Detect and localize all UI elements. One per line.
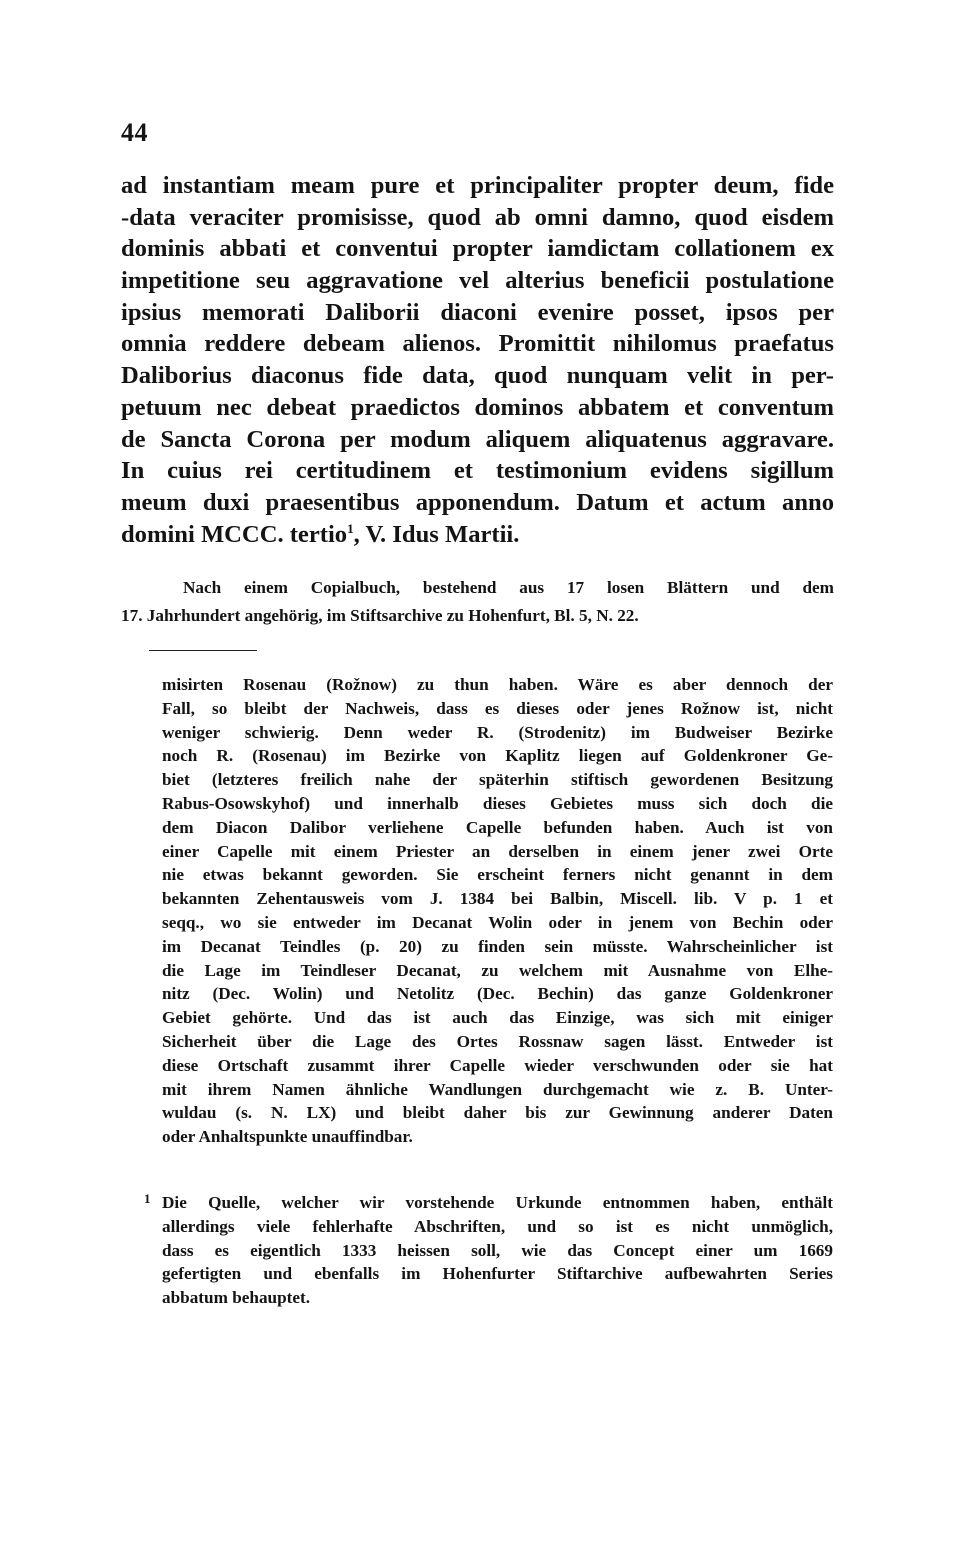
text-line: omnia reddere debeam alienos. Promittit nihilomus praefatus [121, 330, 834, 358]
source-note-line: 17. Jahrhundert angehörig, im Stiftsarchive zu Hohenfurt, Bl. 5, N. 22. [121, 606, 639, 625]
note-line: Rabus-Osowskyhof) und innerhalb dieses Gebietes muss sich doch die [162, 793, 833, 813]
note-line: Sicherheit über die Lage des Ortes Rossnaw sagen lässt. Entweder ist [162, 1031, 833, 1051]
note-line: im Decanat Teindles (p. 20) zu finden sein müsste. Wahrscheinlicher ist [162, 936, 833, 956]
footnote-line: abbatum behauptet. [162, 1288, 311, 1308]
text-line: ipsius memorati Daliborii diaconi evenire posset, ipsos per [121, 298, 834, 326]
continued-note [162, 673, 833, 1149]
note-line: bekannten Zehentausweis vom J. 1384 bei Balbin, Miscell. lib. V p. 1 et [162, 889, 833, 909]
page-number: 44 [121, 118, 148, 147]
text-line: dominis abbati et conventui propter iamdictam collationem ex [121, 235, 834, 263]
note-line: die Lage im Teindleser Decanat, zu welchem mit Ausnahme von Elhe- [162, 960, 833, 980]
text-line: meum duxi praesentibus apponendum. Datum et actum anno [121, 488, 834, 516]
text-segment: domini MCCC. tertio [121, 520, 348, 548]
note-line: mit ihrem Namen ähnliche Wandlungen durchgemacht wie z. B. Unter- [162, 1079, 833, 1099]
footnote-marker: 1 [144, 1191, 151, 1206]
footnote-line: allerdings viele fehlerhafte Abschriften, und so ist es nicht unmöglich, [162, 1216, 833, 1236]
text-line: In cuius rei certitudinem et testimonium evidens sigillum [121, 457, 834, 485]
footnote-reference[interactable]: 1 [347, 520, 354, 536]
footnote-line: Die Quelle, welcher wir vorstehende Urkunde entnommen haben, enthält [162, 1193, 833, 1212]
footnote-line: gefertigten und ebenfalls im Hohenfurter Stiftarchive aufbewahrten Series [162, 1264, 833, 1284]
note-line: weniger schwierig. Denn weder R. (Strodenitz) im Budweiser Bezirke [162, 722, 833, 742]
text-line: petuum nec debeat praedictos dominos abbatem et conventum [121, 393, 834, 421]
note-line: noch R. (Rosenau) im Bezirke von Kaplitz liegen auf Goldenkroner Ge- [162, 746, 833, 766]
note-line: Fall, so bleibt der Nachweis, dass es dieses oder jenes Rožnow ist, nicht [162, 698, 833, 718]
note-line: Gebiet gehörte. Und das ist auch das Einzige, was sich mit einiger [162, 1008, 833, 1028]
note-line: diese Ortschaft zusammt ihrer Capelle wieder verschwunden oder sie hat [162, 1055, 833, 1075]
note-line: dem Diacon Dalibor verliehene Capelle befunden haben. Auch ist von [162, 817, 833, 837]
text-line: impetitione seu aggravatione vel alterius beneficii postulatione [121, 267, 834, 295]
note-line: nie etwas bekannt geworden. Sie erscheint ferners nicht genannt in dem [162, 865, 833, 885]
text-line: de Sancta Corona per modum aliquem aliquatenus aggravare. [121, 425, 834, 453]
footnote-line: dass es eigentlich 1333 heissen soll, wie das Concept einer um 1669 [162, 1240, 833, 1260]
note-line: oder Anhaltspunkte unauffindbar. [162, 1127, 413, 1147]
footnote-divider [149, 650, 257, 651]
source-note-line: Nach einem Copialbuch, bestehend aus 17 losen Blättern und dem [183, 578, 834, 597]
note-line: biet (letzteres freilich nahe der späterhin stiftisch gewordenen Besitzung [162, 770, 833, 790]
text-line: Daliborius diaconus fide data, quod nunquam velit in per- [121, 362, 834, 390]
text-segment: , V. Idus Martii. [353, 520, 520, 548]
text-line: ad instantiam meam pure et principaliter propter deum, fide [121, 172, 834, 199]
note-line: wuldau (s. N. LX) und bleibt daher bis zur Gewinnung anderer Daten [162, 1103, 833, 1123]
note-line: seqq., wo sie entweder im Decanat Wolin oder in jenem von Bechin oder [162, 912, 833, 932]
text-line: -data veraciter promisisse, quod ab omni damno, quod eisdem [121, 203, 834, 231]
note-line: einer Capelle mit einem Priester an derselben in einem jener zwei Orte [162, 841, 833, 861]
source-note [121, 574, 834, 630]
note-line: misirten Rosenau (Rožnow) zu thun haben. Wäre es aber dennoch der [162, 675, 833, 694]
text-line-last [121, 519, 834, 551]
charter-text [121, 170, 834, 550]
note-line: nitz (Dec. Wolin) und Netolitz (Dec. Bechin) das ganze Goldenkroner [162, 984, 833, 1004]
footnote [144, 1191, 833, 1310]
